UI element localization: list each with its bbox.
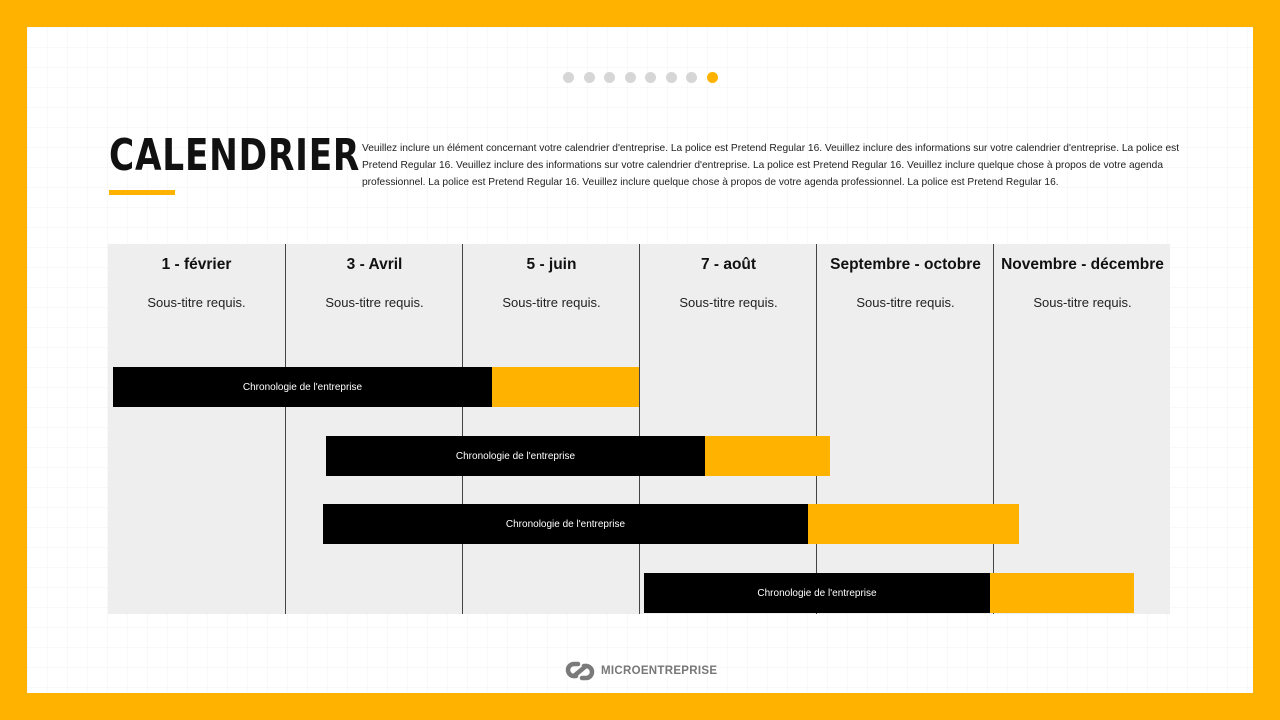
column-subtitle: Sous-titre requis. bbox=[679, 295, 778, 310]
column-subtitle: Sous-titre requis. bbox=[1033, 295, 1132, 310]
page-dot-active[interactable] bbox=[707, 72, 718, 83]
month-column bbox=[462, 244, 640, 614]
timeline-bar[interactable] bbox=[323, 504, 1019, 544]
page-dot[interactable] bbox=[666, 72, 677, 83]
timeline-bar-label: Chronologie de l'entreprise bbox=[113, 367, 492, 407]
page-dot[interactable] bbox=[563, 72, 574, 83]
column-subtitle: Sous-titre requis. bbox=[325, 295, 424, 310]
month-column bbox=[108, 244, 285, 614]
column-title: 1 - février bbox=[161, 256, 232, 273]
timeline-bar[interactable] bbox=[113, 367, 639, 407]
timeline-bar-label: Chronologie de l'entreprise bbox=[323, 504, 808, 544]
month-column bbox=[816, 244, 994, 614]
page-dot[interactable] bbox=[686, 72, 697, 83]
column-subtitle: Sous-titre requis. bbox=[856, 295, 955, 310]
intro-text: Veuillez inclure un élément concernant votre calendrier d'entreprise. La police est Pretend Regular 16. Veuillez inclure des informations sur votre calendrier d'entreprise. La police est Pretend Regular 16. Veuillez inclure des informations sur votre calendrier d'entreprise. La police est Pretend Regular 16. Veuillez inclure quelque chose à propos de votre agenda professionnel. La police est Pretend Regular 16. Veuillez inclure quelque chose à propos de votre agenda professionnel. La police est Pretend Regular 16. bbox=[362, 143, 1180, 188]
column-title: 5 - juin bbox=[526, 256, 577, 273]
column-title: 3 - Avril bbox=[346, 256, 403, 273]
page-dot[interactable] bbox=[625, 72, 636, 83]
column-subtitle: Sous-titre requis. bbox=[147, 295, 246, 310]
pagination-dots bbox=[563, 72, 718, 83]
page-dot[interactable] bbox=[604, 72, 615, 83]
chain-link-icon bbox=[565, 658, 595, 684]
slide bbox=[27, 27, 1253, 693]
month-column bbox=[639, 244, 817, 614]
timeline-bar-label: Chronologie de l'entreprise bbox=[644, 573, 990, 613]
page-title: CALENDRIER bbox=[109, 130, 361, 181]
timeline-bar-label: Chronologie de l'entreprise bbox=[326, 436, 705, 476]
month-column bbox=[285, 244, 463, 614]
title-underline bbox=[109, 190, 175, 195]
page-dot[interactable] bbox=[645, 72, 656, 83]
timeline-bar[interactable] bbox=[326, 436, 830, 476]
timeline-bar[interactable] bbox=[644, 573, 1134, 613]
page-dot[interactable] bbox=[584, 72, 595, 83]
brand-name: MICROENTREPRISE bbox=[601, 665, 718, 677]
column-title: 7 - août bbox=[700, 256, 757, 273]
month-column bbox=[993, 244, 1171, 614]
brand-logo bbox=[565, 658, 717, 684]
column-subtitle: Sous-titre requis. bbox=[502, 295, 601, 310]
column-title: Septembre - octobre bbox=[830, 256, 981, 273]
timeline-grid bbox=[108, 244, 1170, 614]
column-title: Novembre - décembre bbox=[1001, 256, 1164, 273]
